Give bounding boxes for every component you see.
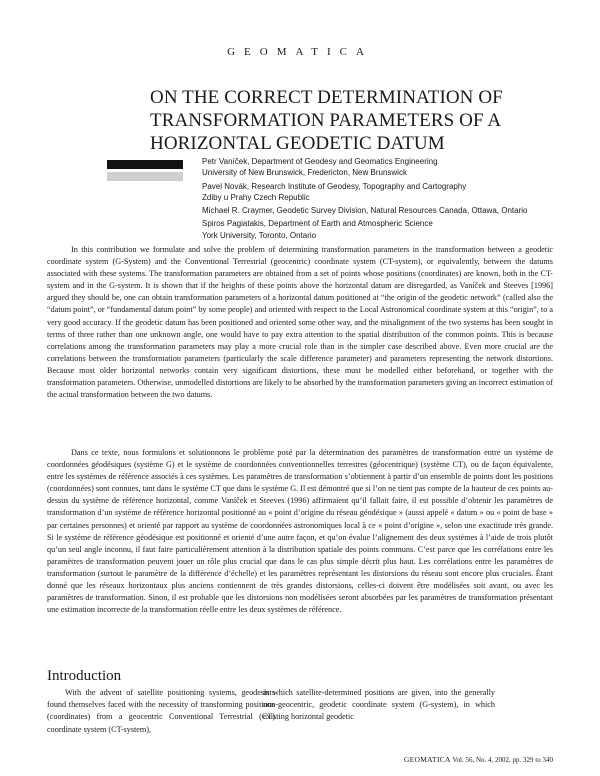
author-entry: [202, 218, 572, 241]
author-entry: [202, 181, 572, 204]
abstract-english-text: In this contribution we formulate and solve the problem of determining transformation parameters in the transformation between a geodetic coordinate system (G-System) and the Conventional Terrestrial (geocentric) coordinate system (CT-system), or equivalently, between the datums associated with these systems. The transformation parameters are obtained from a set of points whose positions (coordinates) are known, both in the CT-system and in the G-system. It is shown that if the heights of these points above the horizontal datum are disregarded, as Vaníček and Steeves [1996] argued they should be, one can obtain transformation parameters of a horizontal datum positioned at “the origin of the geodetic network” (called also the “datum point”, or “fundamental datum point” by some people) and oriented with respect to the Local Astronomical coordinate system at this “origin”, to a very good accuracy. If the geodetic datum has been positioned and oriented some other way, and the misalignment of the two systems has been sought in terms of three rather than one unknown angle, one would have to pay extra attention to the spatial distribution of the common points. This is because correlations among the transformation parameters may play a more crucial role than in the simpler case described above. Even more crucial are the correlations between the transformation parameters (particularly the scale difference parameter) and parameters representing the network distortions. Because most older horizontal networks contain very significant distortions, these must be modelled either beforehand, or together with the transformation parameters. Otherwise, unmodelled distortions are likely to be absorbed by the transformation parameters giving an incorrect estimation of the actual transformation between the two datums.: [47, 245, 553, 400]
author-entry: [202, 156, 572, 179]
intro-paragraph: With the advent of satellite positioning systems, geodesists found themselves faced with the necessity of transforming positions (coordinates) from a geocentric Conventional Terrestrial (CT) coordinate system (CT-system),: [47, 688, 275, 734]
author-name-affiliation: Pavel Novák, Research Institute of Geodesy, Topography and Cartography: [202, 181, 467, 191]
intro-paragraph-continued: in which satellite-determined positions are given, into the generally non-geocentric, geodetic coordinate system (G-system), in which existing horizontal geodetic: [263, 688, 495, 722]
author-entry: [202, 205, 572, 216]
abstract-english: [47, 244, 553, 401]
author-name-affiliation: Spiros Pagiatakis, Department of Earth and Atmospheric Science: [202, 219, 433, 229]
decorative-bar-black: [107, 160, 183, 169]
page-footer: [404, 755, 553, 764]
body-column-right: [263, 687, 495, 724]
author-name-affiliation: Petr Vaníček, Department of Geodesy and Geomatics Engineering: [202, 157, 438, 166]
section-heading-introduction: Introduction: [47, 668, 122, 684]
author-list: [202, 156, 572, 243]
author-address: York University, Toronto, Ontario: [202, 230, 317, 240]
author-name-affiliation: Michael R. Craymer, Geodetic Survey Division, Natural Resources Canada, Ottawa, Ontario: [202, 206, 528, 216]
footer-journal: GEOMATICA: [403, 755, 451, 764]
journal-name: GEOMATICA: [227, 46, 373, 58]
footer-citation: Vol. 56, No. 4, 2002, pp. 329 to 340: [452, 756, 553, 764]
decorative-bar-gray: [107, 172, 183, 181]
body-column-left: [47, 687, 275, 736]
author-address: University of New Brunswick, Fredericton, New Brunswick: [202, 168, 407, 178]
abstract-french: [47, 447, 553, 616]
author-address: Zdiby u Prahy Czech Republic: [202, 192, 310, 202]
abstract-french-text: Dans ce texte, nous formulons et solutionnons le problème posé par la détermination des paramètres de transformation entre un système de coordonnées géodésiques (système G) et le système de coordonnées conventionnelles terrestres (géocentrique) (système CT), ou de façon équivalente, entre les systèmes de référence associés à ces systèmes. Les paramètres de transformation s’obtiennent à partir d’un ensemble de points dont les positions (coordonnées) sont connues, tant dans le système CT que dans le système G. Il est démontré que si l’on ne tient pas compte de la hauteur de ces points au-dessus du système de référence horizontal, comme Vaníček et Steeves (1996) affirmaient qu’il fallait faire, il est possible d’obtenir les paramètres de transformation d’un système de référence horizontal positionné au « point d’origine du réseau géodésique » (aussi appelé « datum » ou « point de base » par certaines personnes) et orienté par rapport au système de coordonnées astronomiques local à ce « point d’origine », selon une exactitude très grande. Si le système de référence géodésique est positionné et orienté d’une autre façon, et qu’on évalue l’alignement des deux systèmes à l’aide de trois plutôt qu’un seul angle inconnu, il faut faire particulièrement attention à la distribution spatiale des points communs. C’est parce que les corrélations entre les paramètres de transformation peuvent jouer un rôle plus crucial que dans le cas plus simple décrit plus haut. Les corrélations entre les paramètres de transformation (surtout le paramètre de la différence d’échelle) et les paramètres représentant les distorsions du réseau sont encore plus cruciales. Étant donné que les réseaux horizontaux plus anciens contiennent de très grandes distorsions, celles-ci doivent être modélisées soit avant, ou avec les paramètres de transformation. Sinon, il est probable que les distorsions non modélisées seront absorbées par les paramètres de transformation présentant une estimation incorrecte de la transformation réelle entre les deux systèmes de référence.: [47, 448, 553, 615]
paper-title: ON THE CORRECT DETERMINATION OF TRANSFORMATION PARAMETERS OF A HORIZONTAL GEODETIC DATUM: [150, 87, 503, 154]
